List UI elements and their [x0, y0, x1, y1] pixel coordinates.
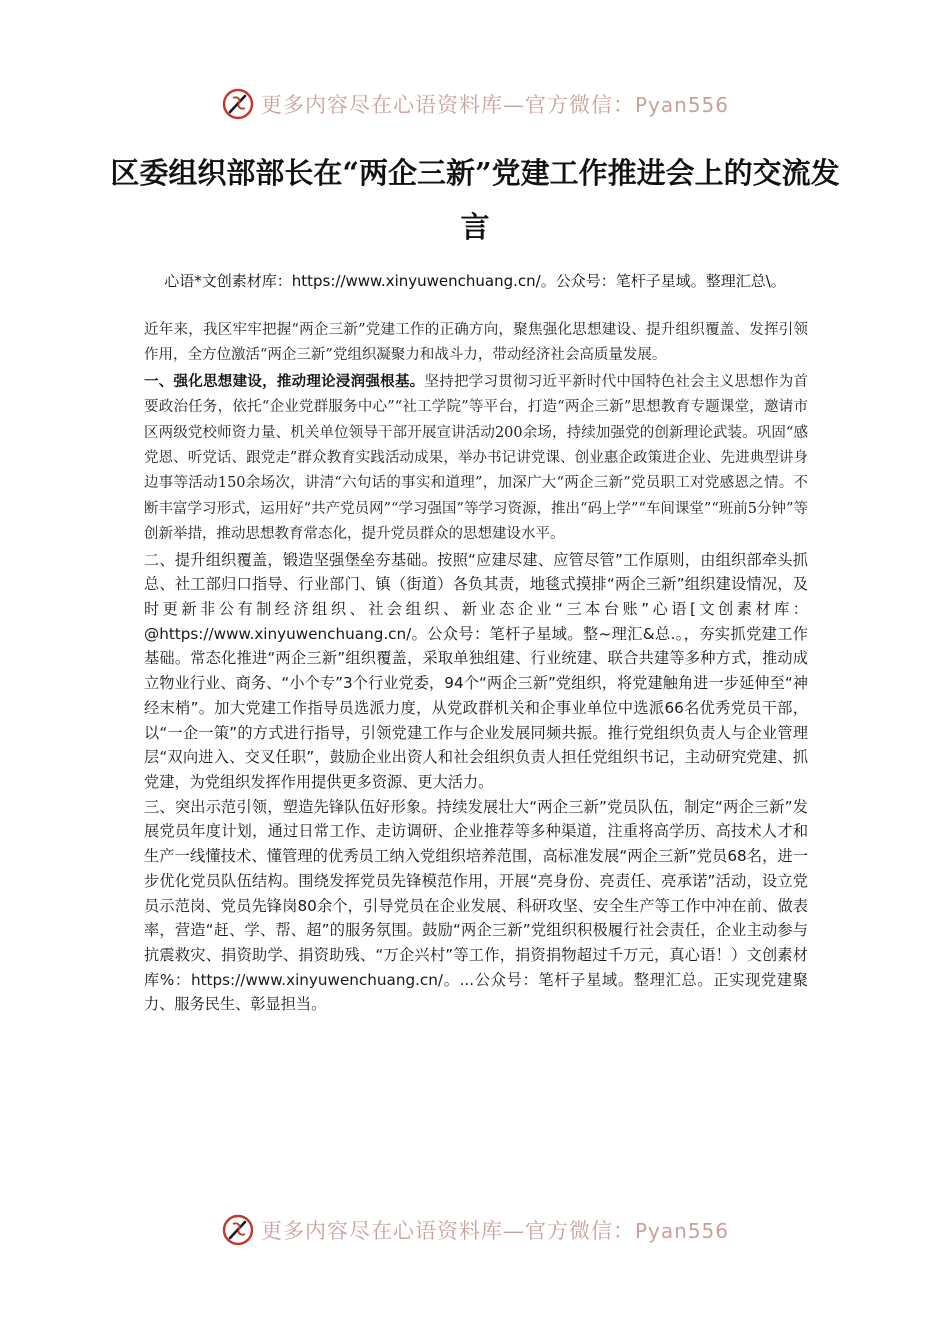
watermark-text: 更多内容尽在心语资料库—官方微信：Pyan556: [260, 93, 729, 117]
watermark-banner-bottom: [0, 1210, 950, 1250]
pen-logo-icon: [221, 87, 255, 121]
section-1-body: 坚持把学习贯彻习近平新时代中国特色社会主义思想作为首要政治任务，依托“企业党群服务中心”“社工学院”等平台，打造“两企三新”思想教育专题课堂，邀请市区两级党校师资力量、机关单位领导干部开展宣讲活动200余场，持续加强党的创新理论武装。巩固“感党恩、听党话、跟党走”群众教育实践活动成果，举办书记讲党课、创业惠企政策进企业、先进典型讲身边事等活动150余场次，讲清“六句话的事实和道理”，加深广大“两企三新”党员职工对党感恩之情。不断丰富学习形式，运用好“共产党员网”“学习强国”等学习资源，推出“码上学”“车间课堂”“班前5分钟”等创新举措，推动思想教育常态化，提升党员群众的思想建设水平。: [144, 373, 809, 543]
pen-logo-icon: [221, 1213, 255, 1247]
page-title: 区委组织部部长在“两企三新”党建工作推进会上的交流发言: [110, 156, 840, 244]
section-1-heading: 一、强化思想建设，推动理论浸润强根基。: [144, 372, 425, 390]
document-body: [144, 318, 808, 1017]
section-3-paragraph: 三、突出示范引领，塑造先锋队伍好形象。持续发展壮大“两企三新”党员队伍，制定“两企三新”发展党员年度计划，通过日常工作、走访调研、企业推荐等多种渠道，注重将高学历、高技术人才和生产一线懂技术、懂管理的优秀员工纳入党组织培养范围，高标准发展“两企三新”党员68名，进一步优化党员队伍结构。围绕发挥党员先锋模范作用，开展“亮身份、亮责任、亮承诺”活动，设立党员示范岗、党员先锋岗80余个，引导党员在企业发展、科研攻坚、安全生产等工作中冲在前、做表率，营造“赶、学、帮、超”的服务氛围。鼓励“两企三新”党组织积极履行社会责任，企业主动参与抗震救灾、捐资助学、捐资助残、“万企兴村”等工作，捐资捐物超过千万元，真心语！）文创素材库%：https://www.xinyuwenchuang.cn/。...公众号：笔杆子星域。整理汇总。正实现党建聚力、服务民生、彰显担当。: [144, 797, 808, 1014]
source-line: 心语*文创素材库：https://www.xinyuwenchuang.cn/。公众号：笔杆子星域。整理汇总\。: [164, 272, 786, 290]
section-1-paragraph: [144, 369, 808, 548]
watermark-text: 更多内容尽在心语资料库—官方微信：Pyan556: [260, 1219, 729, 1243]
watermark-banner-top: [0, 84, 950, 124]
section-2-paragraph: 二、提升组织覆盖，锻造坚强堡垒夯基础。按照“应建尽建、应管尽管”工作原则，由组织部牵头抓总、社工部归口指导、行业部门、镇（街道）各负其责，地毯式摸排“两企三新”组织建设情况，及时更新非公有制经济组织、社会组织、新业态企业“三本台账”心语[文创素材库：@https://www.xinyuwenchuang.cn/。公众号：笔杆子星域。整~理汇&总.。，夯实抓党建工作基础。常态化推进“两企三新”组织覆盖，采取单独组建、行业统建、联合共建等多种方式，推动成立物业行业、商务、“小个专”3个行业党委，94个“两企三新”党组织，将党建触角进一步延伸至“神经末梢”。加大党建工作指导员选派力度，从党政群机关和企事业单位中选派66名优秀党员干部，以“一企一策”的方式进行指导，引领党建工作与企业发展同频共振。推行党组织负责人与企业管理层“双向进入、交叉任职”，鼓励企业出资人和社会组织负责人担任党组织书记，主动研究党建、抓党建，为党组织发挥作用提供更多资源、更大活力。: [144, 550, 808, 791]
intro-paragraph: 近年来，我区牢牢把握“两企三新”党建工作的正确方向，聚焦强化思想建设、提升组织覆盖、发挥引领作用，全方位激活“两企三新”党组织凝聚力和战斗力，带动经济社会高质量发展。: [144, 322, 808, 364]
